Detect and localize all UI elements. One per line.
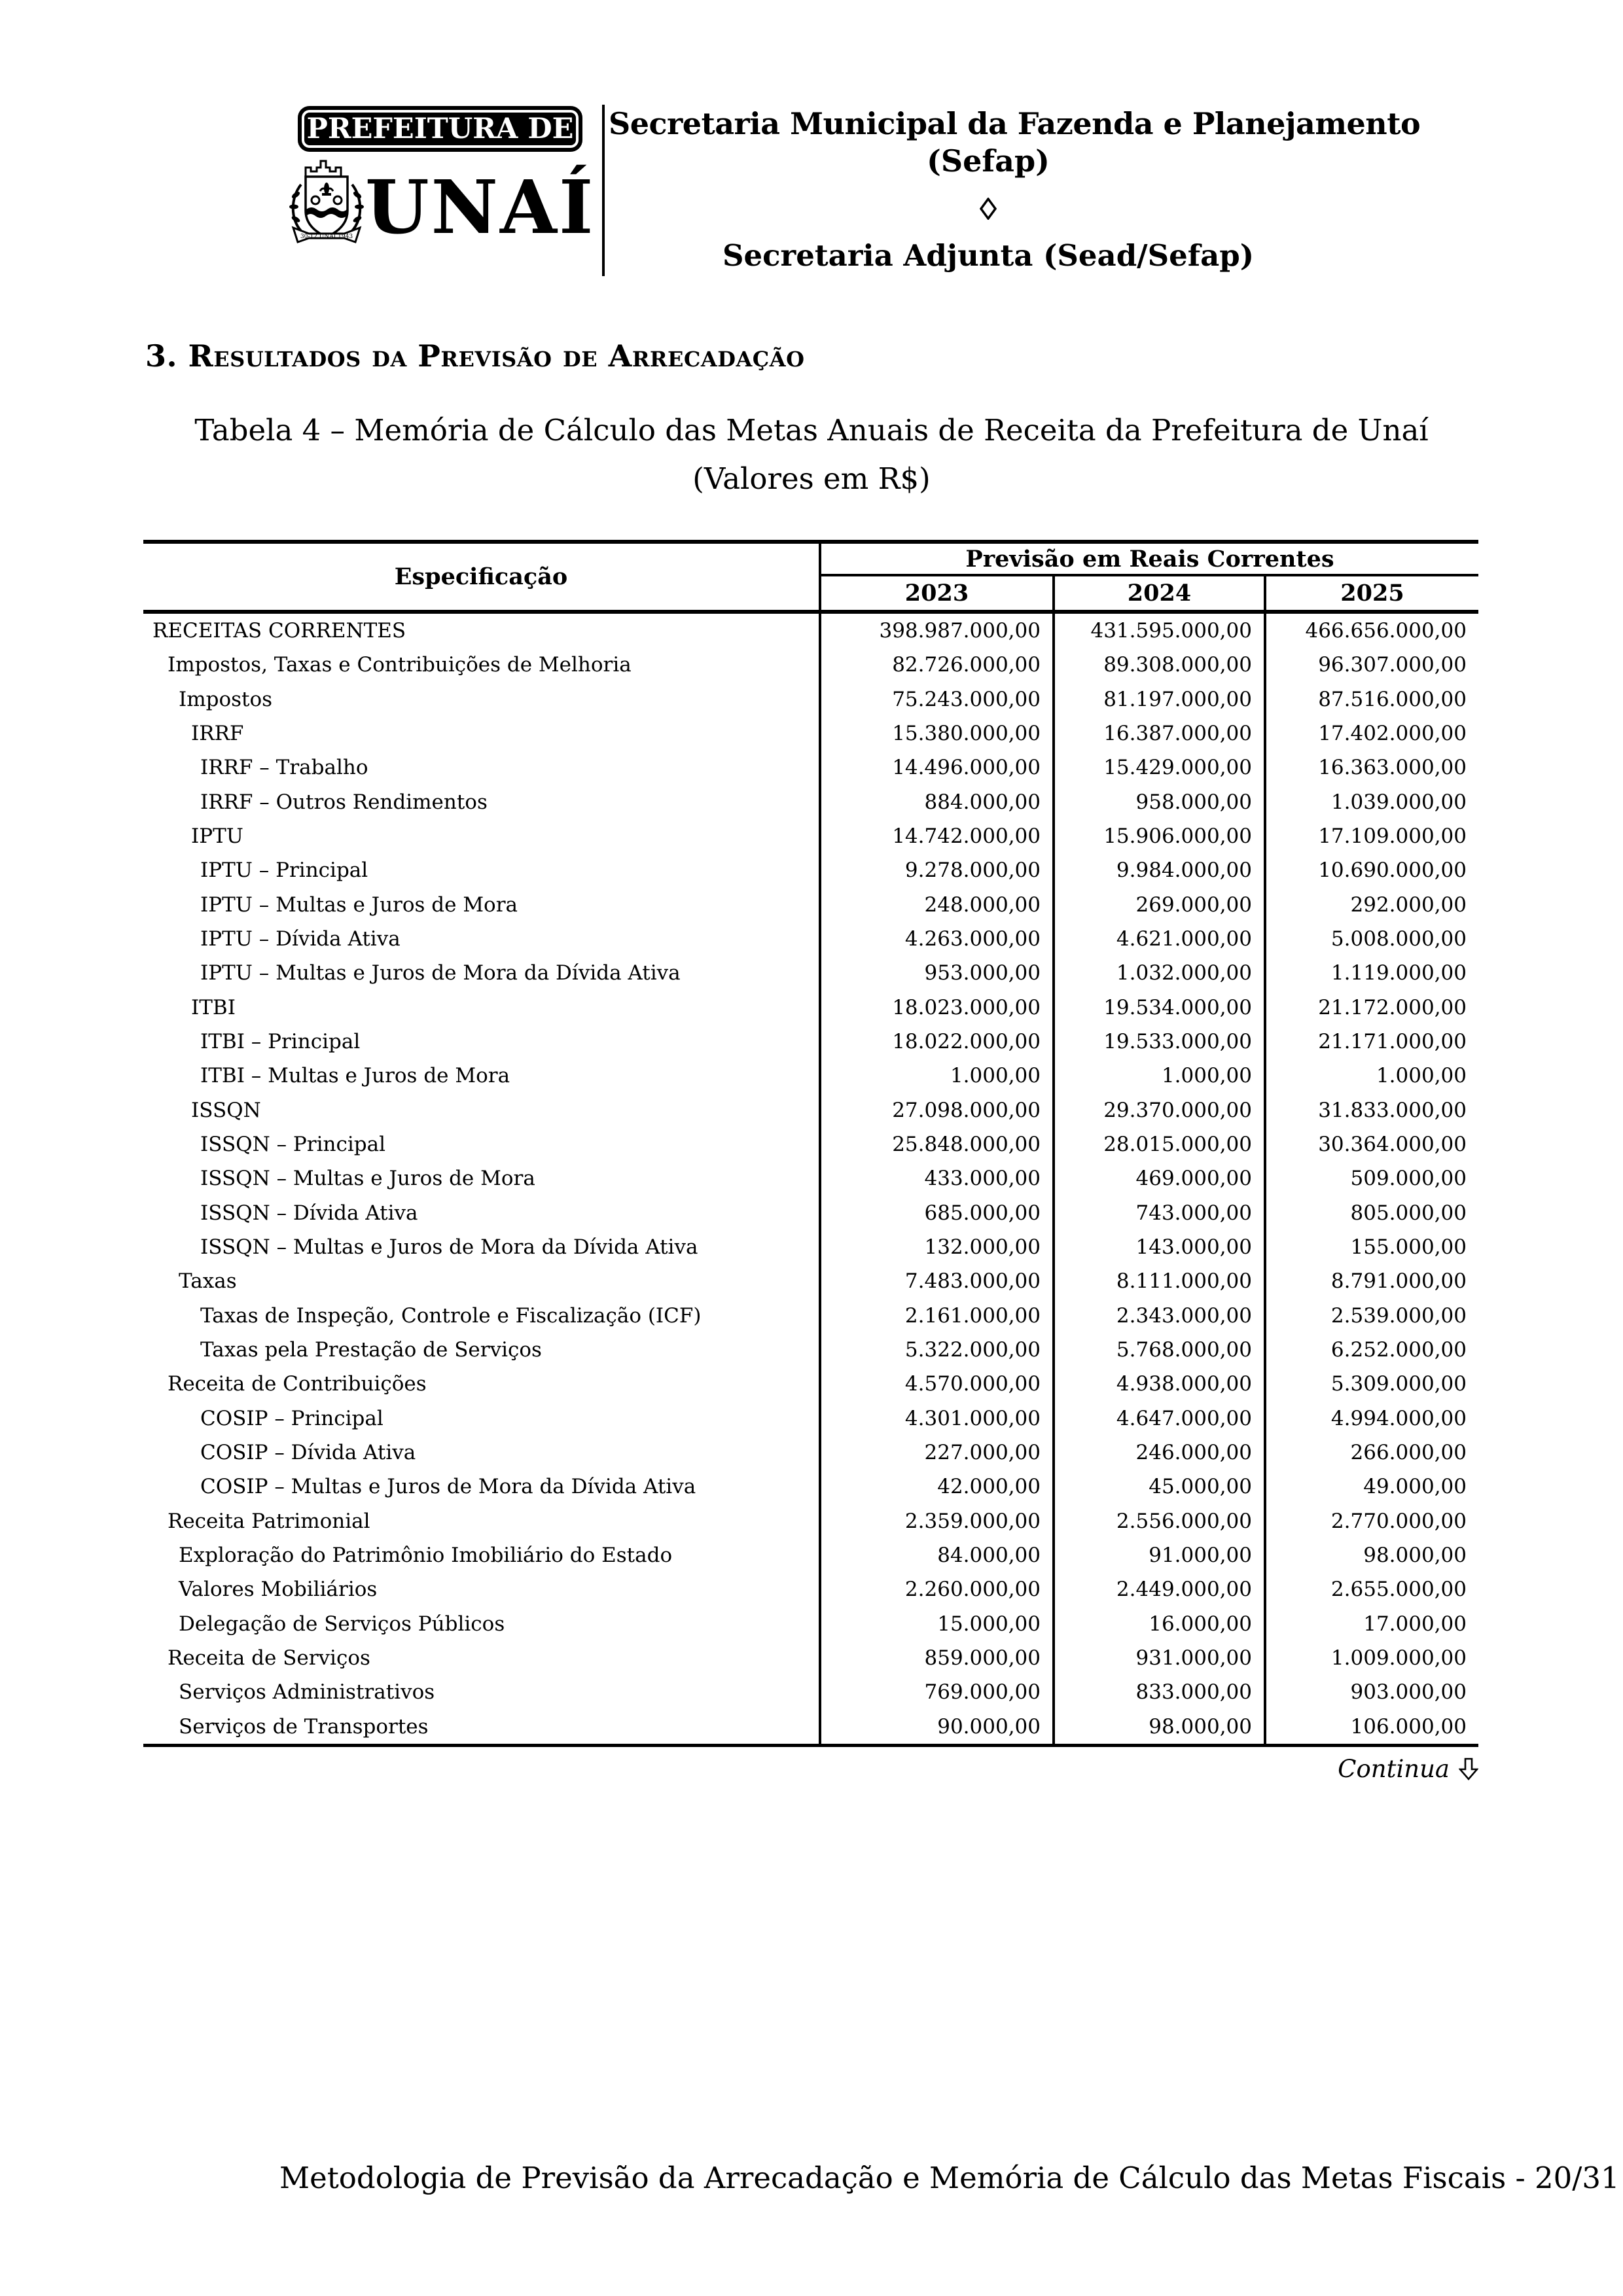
- row-value-2023: 7.483.000,00: [820, 1264, 1054, 1298]
- revenue-forecast-table: [143, 540, 1478, 1747]
- row-value-2024: 19.534.000,00: [1054, 991, 1265, 1025]
- row-label: Receita de Serviços: [168, 1646, 370, 1670]
- row-value-2023: 685.000,00: [820, 1196, 1054, 1230]
- header-divider: [602, 105, 605, 276]
- table-row: [143, 1127, 1478, 1161]
- row-value-2023: 14.496.000,00: [820, 751, 1054, 785]
- row-value-2024: 5.768.000,00: [1054, 1333, 1265, 1367]
- row-label: Impostos: [179, 687, 273, 711]
- row-value-2025: 6.252.000,00: [1265, 1333, 1478, 1367]
- row-value-2025: 903.000,00: [1265, 1675, 1478, 1709]
- row-label: IPTU: [191, 824, 243, 849]
- row-value-2023: 15.000,00: [820, 1607, 1054, 1641]
- table-row: [143, 1264, 1478, 1298]
- table-title-line2: (Valores em R$): [692, 461, 931, 496]
- emblem-ribbon-text: 30-12 UNAÍ 1943: [300, 234, 353, 240]
- row-label: Taxas de Inspeção, Controle e Fiscalização (ICF): [200, 1303, 702, 1328]
- row-value-2024: 269.000,00: [1054, 888, 1265, 922]
- row-value-2025: 17.109.000,00: [1265, 819, 1478, 853]
- city-name: UNAÍ: [365, 165, 596, 251]
- row-label: Valores Mobiliários: [179, 1578, 378, 1602]
- row-value-2024: 958.000,00: [1054, 785, 1265, 819]
- table-row: [143, 1607, 1478, 1641]
- section-heading: 3. Resultados da Previsão de Arrecadação: [145, 338, 805, 374]
- down-arrow-icon: [1459, 1757, 1478, 1782]
- row-value-2024: 8.111.000,00: [1054, 1264, 1265, 1298]
- org-name: Secretaria Municipal da Fazenda e Planejamento: [609, 106, 1421, 141]
- table-row: [143, 956, 1478, 990]
- row-value-2025: 2.655.000,00: [1265, 1572, 1478, 1606]
- row-value-2024: 29.370.000,00: [1054, 1093, 1265, 1127]
- table-row: [143, 1470, 1478, 1504]
- row-value-2024: 4.647.000,00: [1054, 1402, 1265, 1436]
- row-value-2024: 931.000,00: [1054, 1641, 1265, 1675]
- row-value-2025: 5.309.000,00: [1265, 1367, 1478, 1401]
- row-value-2024: 15.906.000,00: [1054, 819, 1265, 853]
- page-footer: Metodologia de Previsão da Arrecadação e Memória de Cálculo das Metas Fiscais - 20/31: [279, 2161, 1620, 2195]
- row-value-2025: 1.009.000,00: [1265, 1641, 1478, 1675]
- row-value-2025: 266.000,00: [1265, 1436, 1478, 1470]
- table-title: [0, 412, 1623, 496]
- row-label: Serviços Administrativos: [179, 1680, 435, 1704]
- row-label: RECEITAS CORRENTES: [152, 619, 406, 643]
- row-value-2023: 82.726.000,00: [820, 648, 1054, 682]
- row-value-2023: 9.278.000,00: [820, 853, 1054, 887]
- row-label: Receita de Contribuições: [168, 1372, 427, 1396]
- row-value-2024: 19.533.000,00: [1054, 1025, 1265, 1059]
- row-value-2023: 884.000,00: [820, 785, 1054, 819]
- row-value-2025: 31.833.000,00: [1265, 1093, 1478, 1127]
- coat-of-arms-icon: [288, 157, 365, 245]
- row-value-2023: 18.022.000,00: [820, 1025, 1054, 1059]
- row-value-2023: 2.161.000,00: [820, 1299, 1054, 1333]
- table-row: [143, 1299, 1478, 1333]
- row-label: Taxas: [179, 1269, 237, 1294]
- table-row: [143, 1641, 1478, 1675]
- row-value-2024: 91.000,00: [1054, 1538, 1265, 1572]
- row-value-2023: 1.000,00: [820, 1059, 1054, 1093]
- row-value-2025: 292.000,00: [1265, 888, 1478, 922]
- table-row: [143, 1230, 1478, 1264]
- continuation-label: Continua: [1338, 1755, 1450, 1783]
- column-header-2024: 2024: [1054, 575, 1265, 612]
- row-value-2025: 16.363.000,00: [1265, 751, 1478, 785]
- row-value-2023: 953.000,00: [820, 956, 1054, 990]
- table-row: [143, 888, 1478, 922]
- row-value-2025: 30.364.000,00: [1265, 1127, 1478, 1161]
- row-value-2024: 2.556.000,00: [1054, 1504, 1265, 1538]
- row-value-2025: 805.000,00: [1265, 1196, 1478, 1230]
- table-row: [143, 1059, 1478, 1093]
- row-label: COSIP – Principal: [200, 1406, 383, 1430]
- table-row: [143, 1196, 1478, 1230]
- row-label: ITBI – Multas e Juros de Mora: [200, 1064, 510, 1088]
- table-row: [143, 1333, 1478, 1367]
- row-value-2024: 16.387.000,00: [1054, 716, 1265, 751]
- row-value-2024: 4.621.000,00: [1054, 922, 1265, 956]
- row-value-2024: 15.429.000,00: [1054, 751, 1265, 785]
- row-value-2024: 143.000,00: [1054, 1230, 1265, 1264]
- row-value-2023: 90.000,00: [820, 1710, 1054, 1746]
- row-label: COSIP – Multas e Juros de Mora da Dívida Ativa: [200, 1475, 696, 1499]
- table-row: [143, 1710, 1478, 1746]
- row-label: ISSQN: [191, 1098, 261, 1122]
- row-value-2024: 2.343.000,00: [1054, 1299, 1265, 1333]
- row-value-2025: 21.171.000,00: [1265, 1025, 1478, 1059]
- row-label: ITBI – Principal: [200, 1030, 361, 1054]
- row-value-2025: 49.000,00: [1265, 1470, 1478, 1504]
- table-row: [143, 648, 1478, 682]
- column-header-especificacao: Especificação: [143, 542, 820, 612]
- row-value-2023: 4.263.000,00: [820, 922, 1054, 956]
- table-row: [143, 785, 1478, 819]
- table-row: [143, 922, 1478, 956]
- row-value-2023: 18.023.000,00: [820, 991, 1054, 1025]
- prefeitura-badge: [298, 106, 582, 152]
- row-value-2024: 743.000,00: [1054, 1196, 1265, 1230]
- row-value-2023: 859.000,00: [820, 1641, 1054, 1675]
- row-label: ISSQN – Multas e Juros de Mora da Dívida Ativa: [200, 1235, 698, 1260]
- row-value-2025: 96.307.000,00: [1265, 648, 1478, 682]
- table-row: [143, 1161, 1478, 1195]
- diamond-icon: [980, 198, 997, 220]
- table-row: [143, 1572, 1478, 1606]
- badge-label: PREFEITURA DE: [306, 113, 574, 145]
- column-header-2023: 2023: [820, 575, 1054, 612]
- row-label: Exploração do Patrimônio Imobiliário do Estado: [179, 1544, 673, 1568]
- row-value-2024: 45.000,00: [1054, 1470, 1265, 1504]
- row-value-2024: 4.938.000,00: [1054, 1367, 1265, 1401]
- table-row: [143, 1675, 1478, 1709]
- row-value-2025: 1.119.000,00: [1265, 956, 1478, 990]
- row-value-2025: 17.000,00: [1265, 1607, 1478, 1641]
- row-value-2024: 431.595.000,00: [1054, 612, 1265, 648]
- row-value-2024: 246.000,00: [1054, 1436, 1265, 1470]
- row-value-2024: 2.449.000,00: [1054, 1572, 1265, 1606]
- row-label: IRRF: [191, 722, 244, 746]
- row-label: Serviços de Transportes: [179, 1714, 429, 1739]
- table-row: [143, 853, 1478, 887]
- row-value-2025: 8.791.000,00: [1265, 1264, 1478, 1298]
- row-label: Delegação de Serviços Públicos: [179, 1612, 505, 1636]
- table-row: [143, 1504, 1478, 1538]
- row-label: Taxas pela Prestação de Serviços: [200, 1338, 542, 1362]
- table-row: [143, 716, 1478, 751]
- row-label: ISSQN – Principal: [200, 1133, 385, 1157]
- row-label: Receita Patrimonial: [168, 1509, 370, 1533]
- org-block: [609, 105, 1421, 274]
- row-value-2025: 2.539.000,00: [1265, 1299, 1478, 1333]
- row-value-2023: 2.260.000,00: [820, 1572, 1054, 1606]
- row-value-2024: 89.308.000,00: [1054, 648, 1265, 682]
- row-value-2023: 42.000,00: [820, 1470, 1054, 1504]
- row-value-2023: 25.848.000,00: [820, 1127, 1054, 1161]
- row-value-2023: 4.301.000,00: [820, 1402, 1054, 1436]
- row-value-2023: 769.000,00: [820, 1675, 1054, 1709]
- row-value-2023: 132.000,00: [820, 1230, 1054, 1264]
- table-row: [143, 1367, 1478, 1401]
- row-value-2024: 1.032.000,00: [1054, 956, 1265, 990]
- row-value-2025: 87.516.000,00: [1265, 682, 1478, 716]
- row-value-2023: 2.359.000,00: [820, 1504, 1054, 1538]
- continuation-note: [143, 1755, 1478, 1783]
- table-row: [143, 612, 1478, 648]
- row-value-2023: 5.322.000,00: [820, 1333, 1054, 1367]
- row-value-2025: 5.008.000,00: [1265, 922, 1478, 956]
- row-value-2025: 106.000,00: [1265, 1710, 1478, 1746]
- row-label: Impostos, Taxas e Contribuições de Melhoria: [168, 653, 632, 677]
- table-row: [143, 1025, 1478, 1059]
- row-value-2024: 28.015.000,00: [1054, 1127, 1265, 1161]
- row-value-2025: 1.039.000,00: [1265, 785, 1478, 819]
- row-value-2025: 17.402.000,00: [1265, 716, 1478, 751]
- row-value-2025: 155.000,00: [1265, 1230, 1478, 1264]
- row-value-2024: 469.000,00: [1054, 1161, 1265, 1195]
- row-value-2024: 81.197.000,00: [1054, 682, 1265, 716]
- row-value-2023: 433.000,00: [820, 1161, 1054, 1195]
- row-label: IPTU – Dívida Ativa: [200, 927, 401, 951]
- table-row: [143, 1436, 1478, 1470]
- row-value-2025: 466.656.000,00: [1265, 612, 1478, 648]
- table-row: [143, 751, 1478, 785]
- row-value-2023: 75.243.000,00: [820, 682, 1054, 716]
- row-value-2025: 10.690.000,00: [1265, 853, 1478, 887]
- column-header-2025: 2025: [1265, 575, 1478, 612]
- row-value-2025: 509.000,00: [1265, 1161, 1478, 1195]
- row-label: ISSQN – Multas e Juros de Mora: [200, 1167, 535, 1191]
- org-subunit: Secretaria Adjunta (Sead/Sefap): [722, 238, 1255, 273]
- row-value-2024: 98.000,00: [1054, 1710, 1265, 1746]
- column-group-header: Previsão em Reais Correntes: [820, 542, 1478, 575]
- row-label: IRRF – Outros Rendimentos: [200, 790, 488, 814]
- row-value-2023: 248.000,00: [820, 888, 1054, 922]
- row-value-2023: 15.380.000,00: [820, 716, 1054, 751]
- table-row: [143, 1093, 1478, 1127]
- row-value-2024: 833.000,00: [1054, 1675, 1265, 1709]
- row-value-2023: 398.987.000,00: [820, 612, 1054, 648]
- row-value-2024: 16.000,00: [1054, 1607, 1265, 1641]
- row-value-2023: 84.000,00: [820, 1538, 1054, 1572]
- row-label: COSIP – Dívida Ativa: [200, 1441, 416, 1465]
- row-value-2024: 1.000,00: [1054, 1059, 1265, 1093]
- row-value-2025: 2.770.000,00: [1265, 1504, 1478, 1538]
- row-value-2025: 98.000,00: [1265, 1538, 1478, 1572]
- row-value-2025: 1.000,00: [1265, 1059, 1478, 1093]
- table-row: [143, 1538, 1478, 1572]
- row-value-2025: 21.172.000,00: [1265, 991, 1478, 1025]
- row-label: IPTU – Principal: [200, 858, 368, 883]
- row-label: IRRF – Trabalho: [200, 756, 368, 780]
- row-label: IPTU – Multas e Juros de Mora da Dívida Ativa: [200, 961, 681, 985]
- table-row: [143, 1402, 1478, 1436]
- row-value-2025: 4.994.000,00: [1265, 1402, 1478, 1436]
- table-row: [143, 682, 1478, 716]
- row-value-2023: 27.098.000,00: [820, 1093, 1054, 1127]
- table-title-line1: Tabela 4 – Memória de Cálculo das Metas Anuais de Receita da Prefeitura de Unaí: [194, 413, 1429, 448]
- table-row: [143, 991, 1478, 1025]
- org-abbrev: (Sefap): [927, 143, 1050, 179]
- table-row: [143, 819, 1478, 853]
- row-value-2024: 9.984.000,00: [1054, 853, 1265, 887]
- row-label: IPTU – Multas e Juros de Mora: [200, 892, 518, 917]
- row-value-2023: 4.570.000,00: [820, 1367, 1054, 1401]
- row-value-2023: 227.000,00: [820, 1436, 1054, 1470]
- row-label: ISSQN – Dívida Ativa: [200, 1201, 418, 1225]
- row-label: ITBI: [191, 995, 236, 1019]
- row-value-2023: 14.742.000,00: [820, 819, 1054, 853]
